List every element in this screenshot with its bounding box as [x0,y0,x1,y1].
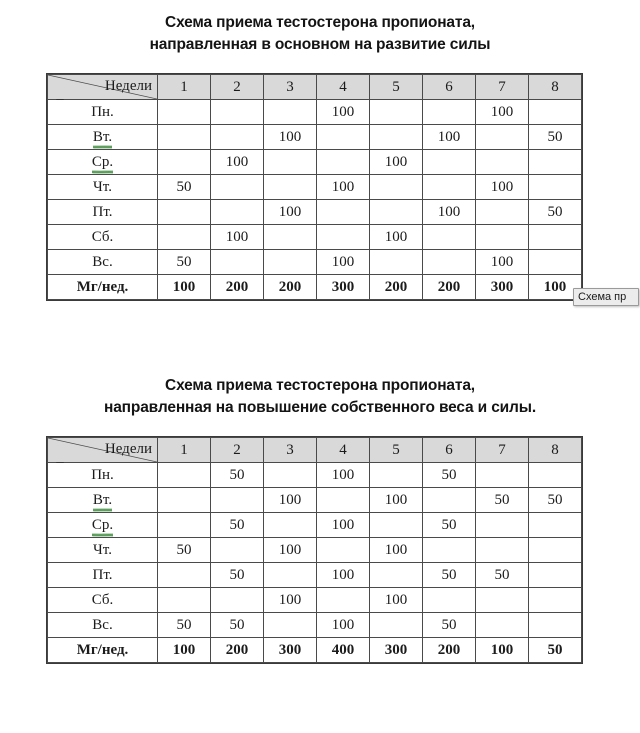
week-header-6: 6 [423,438,476,463]
dose-cell-week-6 [423,175,476,200]
page-title-second [0,375,640,419]
dose-cell-week-1 [158,200,211,225]
total-cell-week-2: 200 [211,638,264,663]
dose-cell-week-4 [317,225,370,250]
day-label: Пн. [91,466,114,483]
dose-cell-week-8 [529,175,582,200]
title-first-line-2: направленная в основном на развитие силы [149,36,491,53]
total-cell-week-4: 300 [317,275,370,300]
dose-cell-week-8 [529,463,582,488]
spellcheck-underline-icon [92,533,113,537]
table-row [48,200,582,225]
table-row [48,613,582,638]
table-row [48,588,582,613]
dose-cell-week-5 [370,563,423,588]
dose-cell-week-4: 100 [317,463,370,488]
day-label: Сб. [91,591,114,608]
dose-cell-week-6: 50 [423,513,476,538]
day-label-cell [48,463,158,488]
dose-cell-week-2 [211,175,264,200]
dose-cell-week-1 [158,513,211,538]
dose-cell-week-6 [423,225,476,250]
dose-cell-week-2 [211,588,264,613]
dose-cell-week-5 [370,613,423,638]
day-label-cell [48,538,158,563]
dose-cell-week-6: 50 [423,563,476,588]
dose-cell-week-7 [476,225,529,250]
tooltip-popup: Схема пр [573,288,639,306]
table-row [48,100,582,125]
dose-cell-week-8 [529,538,582,563]
week-header-8: 8 [529,75,582,100]
dose-cell-week-5: 100 [370,488,423,513]
day-label: Вс. [92,253,113,270]
dose-cell-week-8 [529,613,582,638]
dose-cell-week-5 [370,100,423,125]
dose-cell-week-7: 50 [476,563,529,588]
dose-cell-week-6 [423,588,476,613]
table-row [48,250,582,275]
day-label: Пт. [92,203,113,220]
dose-cell-week-6 [423,150,476,175]
dose-cell-week-7: 100 [476,250,529,275]
dose-cell-week-7 [476,613,529,638]
day-label-cell [48,613,158,638]
table-row [48,563,582,588]
dose-cell-week-4 [317,538,370,563]
dose-cell-week-6: 50 [423,613,476,638]
day-label: Ср. [92,154,113,171]
day-label: Пн. [91,103,114,120]
total-cell-week-1: 100 [158,638,211,663]
week-header-6: 6 [423,75,476,100]
dose-cell-week-4 [317,200,370,225]
dose-cell-week-1 [158,563,211,588]
week-header-5: 5 [370,438,423,463]
table-body [48,100,582,300]
dose-cell-week-4 [317,125,370,150]
dose-cell-week-3 [264,563,317,588]
totals-row [48,275,582,300]
dose-cell-week-2: 100 [211,225,264,250]
dose-cell-week-7 [476,150,529,175]
dose-cell-week-7: 100 [476,175,529,200]
dose-cell-week-5 [370,125,423,150]
dose-cell-week-8: 50 [529,488,582,513]
dose-cell-week-1 [158,588,211,613]
dose-cell-week-5 [370,463,423,488]
dose-cell-week-2 [211,200,264,225]
dose-cell-week-5 [370,200,423,225]
week-header-2: 2 [211,75,264,100]
dose-cell-week-2: 50 [211,563,264,588]
day-label-cell [48,513,158,538]
day-label-cell [48,125,158,150]
dose-cell-week-8 [529,225,582,250]
day-label-cell [48,488,158,513]
dose-cell-week-8 [529,588,582,613]
dose-cell-week-3 [264,175,317,200]
dose-cell-week-1: 50 [158,175,211,200]
dose-cell-week-2 [211,100,264,125]
dose-cell-week-3 [264,513,317,538]
dose-cell-week-8 [529,100,582,125]
dose-cell-week-6: 100 [423,200,476,225]
week-header-3: 3 [264,75,317,100]
dose-cell-week-2: 50 [211,463,264,488]
total-cell-week-1: 100 [158,275,211,300]
dose-cell-week-8: 50 [529,200,582,225]
week-header-2: 2 [211,438,264,463]
total-cell-week-8: 100 [529,275,582,300]
total-cell-week-5: 200 [370,275,423,300]
total-cell-week-3: 200 [264,275,317,300]
dose-cell-week-8 [529,563,582,588]
dose-cell-week-4: 100 [317,100,370,125]
dose-cell-week-2 [211,488,264,513]
table-row [48,150,582,175]
dose-cell-week-1 [158,463,211,488]
dose-cell-week-2 [211,538,264,563]
dose-cell-week-6: 50 [423,463,476,488]
dose-cell-week-7 [476,538,529,563]
title-second-line-1: Схема приема тестостерона пропионата, [165,377,475,394]
table-header-row [48,438,582,463]
day-label-cell [48,250,158,275]
header-corner-cell [48,75,158,100]
spellcheck-underline-icon [92,170,113,174]
table-row [48,125,582,150]
total-cell-week-2: 200 [211,275,264,300]
dose-cell-week-1 [158,125,211,150]
table-row [48,488,582,513]
week-header-3: 3 [264,438,317,463]
day-label: Пт. [92,566,113,583]
dose-cell-week-5 [370,250,423,275]
day-label-cell [48,200,158,225]
spellcheck-underline-icon [93,145,112,149]
week-header-8: 8 [529,438,582,463]
totals-row [48,638,582,663]
week-header-7: 7 [476,75,529,100]
total-cell-week-6: 200 [423,638,476,663]
dose-cell-week-4: 100 [317,563,370,588]
day-label-cell [48,150,158,175]
day-label: Ср. [92,517,113,534]
week-header-4: 4 [317,438,370,463]
dose-cell-week-7 [476,513,529,538]
dose-cell-week-3: 100 [264,488,317,513]
dose-cell-week-4: 100 [317,250,370,275]
dose-cell-week-5 [370,175,423,200]
dose-cell-week-5: 100 [370,588,423,613]
dose-cell-week-2: 50 [211,513,264,538]
header-weeks-label: Недели [104,441,152,457]
dose-cell-week-8 [529,150,582,175]
dose-cell-week-2 [211,125,264,150]
table-header-row [48,75,582,100]
dose-cell-week-5 [370,513,423,538]
day-label-cell [48,225,158,250]
dose-cell-week-3 [264,613,317,638]
day-label: Вт. [93,492,112,509]
header-weeks-label: Недели [104,78,152,94]
dose-cell-week-4: 100 [317,513,370,538]
day-label: Сб. [91,228,114,245]
total-cell-week-7: 300 [476,275,529,300]
day-label: Вт. [93,129,112,146]
dose-cell-week-5: 100 [370,225,423,250]
dose-cell-week-2 [211,250,264,275]
dose-cell-week-8 [529,250,582,275]
dose-cell-week-2: 100 [211,150,264,175]
dose-cell-week-1: 50 [158,538,211,563]
total-cell-week-8: 50 [529,638,582,663]
week-header-4: 4 [317,75,370,100]
week-header-1: 1 [158,75,211,100]
week-header-1: 1 [158,438,211,463]
header-corner-cell [48,438,158,463]
day-label-cell [48,175,158,200]
dose-cell-week-3 [264,225,317,250]
day-label-cell [48,588,158,613]
dose-cell-week-1: 50 [158,613,211,638]
table-row [48,225,582,250]
table-row [48,175,582,200]
dose-cell-week-7 [476,200,529,225]
total-cell-week-7: 100 [476,638,529,663]
dose-cell-week-4 [317,150,370,175]
dose-cell-week-3: 100 [264,538,317,563]
dose-cell-week-1 [158,150,211,175]
dose-cell-week-6 [423,250,476,275]
dose-cell-week-1: 50 [158,250,211,275]
dose-cell-week-1 [158,100,211,125]
dose-cell-week-3 [264,250,317,275]
dose-cell-week-2: 50 [211,613,264,638]
spellcheck-underline-icon [93,508,112,512]
table-row [48,538,582,563]
schedule-table-strength [47,74,582,300]
dose-cell-week-1 [158,225,211,250]
day-label: Вс. [92,616,113,633]
total-cell-week-4: 400 [317,638,370,663]
week-header-5: 5 [370,75,423,100]
dose-cell-week-3: 100 [264,588,317,613]
day-label-cell [48,100,158,125]
day-label-cell [48,563,158,588]
dose-cell-week-5: 100 [370,538,423,563]
dose-cell-week-7 [476,125,529,150]
page-title-first [0,12,640,56]
dose-cell-week-4 [317,488,370,513]
dose-cell-week-3: 100 [264,200,317,225]
totals-label: Мг/нед. [48,275,158,300]
day-label: Чт. [93,178,112,195]
table-row [48,463,582,488]
dose-cell-week-3: 100 [264,125,317,150]
dose-cell-week-6 [423,100,476,125]
dose-cell-week-6: 100 [423,125,476,150]
title-first-line-1: Схема приема тестостерона пропионата, [165,14,475,31]
dose-cell-week-3 [264,150,317,175]
dose-cell-week-1 [158,488,211,513]
dose-cell-week-4: 100 [317,613,370,638]
table-row [48,513,582,538]
dose-cell-week-7: 100 [476,100,529,125]
table-body [48,463,582,663]
totals-label: Мг/нед. [48,638,158,663]
schedule-table-mass-strength [47,437,582,663]
dose-cell-week-5: 100 [370,150,423,175]
dose-cell-week-4: 100 [317,175,370,200]
total-cell-week-6: 200 [423,275,476,300]
dose-cell-week-3 [264,100,317,125]
dose-cell-week-7 [476,588,529,613]
total-cell-week-5: 300 [370,638,423,663]
day-label: Чт. [93,541,112,558]
week-header-7: 7 [476,438,529,463]
dose-cell-week-3 [264,463,317,488]
dose-cell-week-6 [423,488,476,513]
dose-cell-week-8: 50 [529,125,582,150]
dose-cell-week-7: 50 [476,488,529,513]
total-cell-week-3: 300 [264,638,317,663]
dose-cell-week-8 [529,513,582,538]
dose-cell-week-4 [317,588,370,613]
dose-cell-week-6 [423,538,476,563]
dose-cell-week-7 [476,463,529,488]
title-second-line-2: направленная на повышение собственного веса и силы. [104,399,536,416]
